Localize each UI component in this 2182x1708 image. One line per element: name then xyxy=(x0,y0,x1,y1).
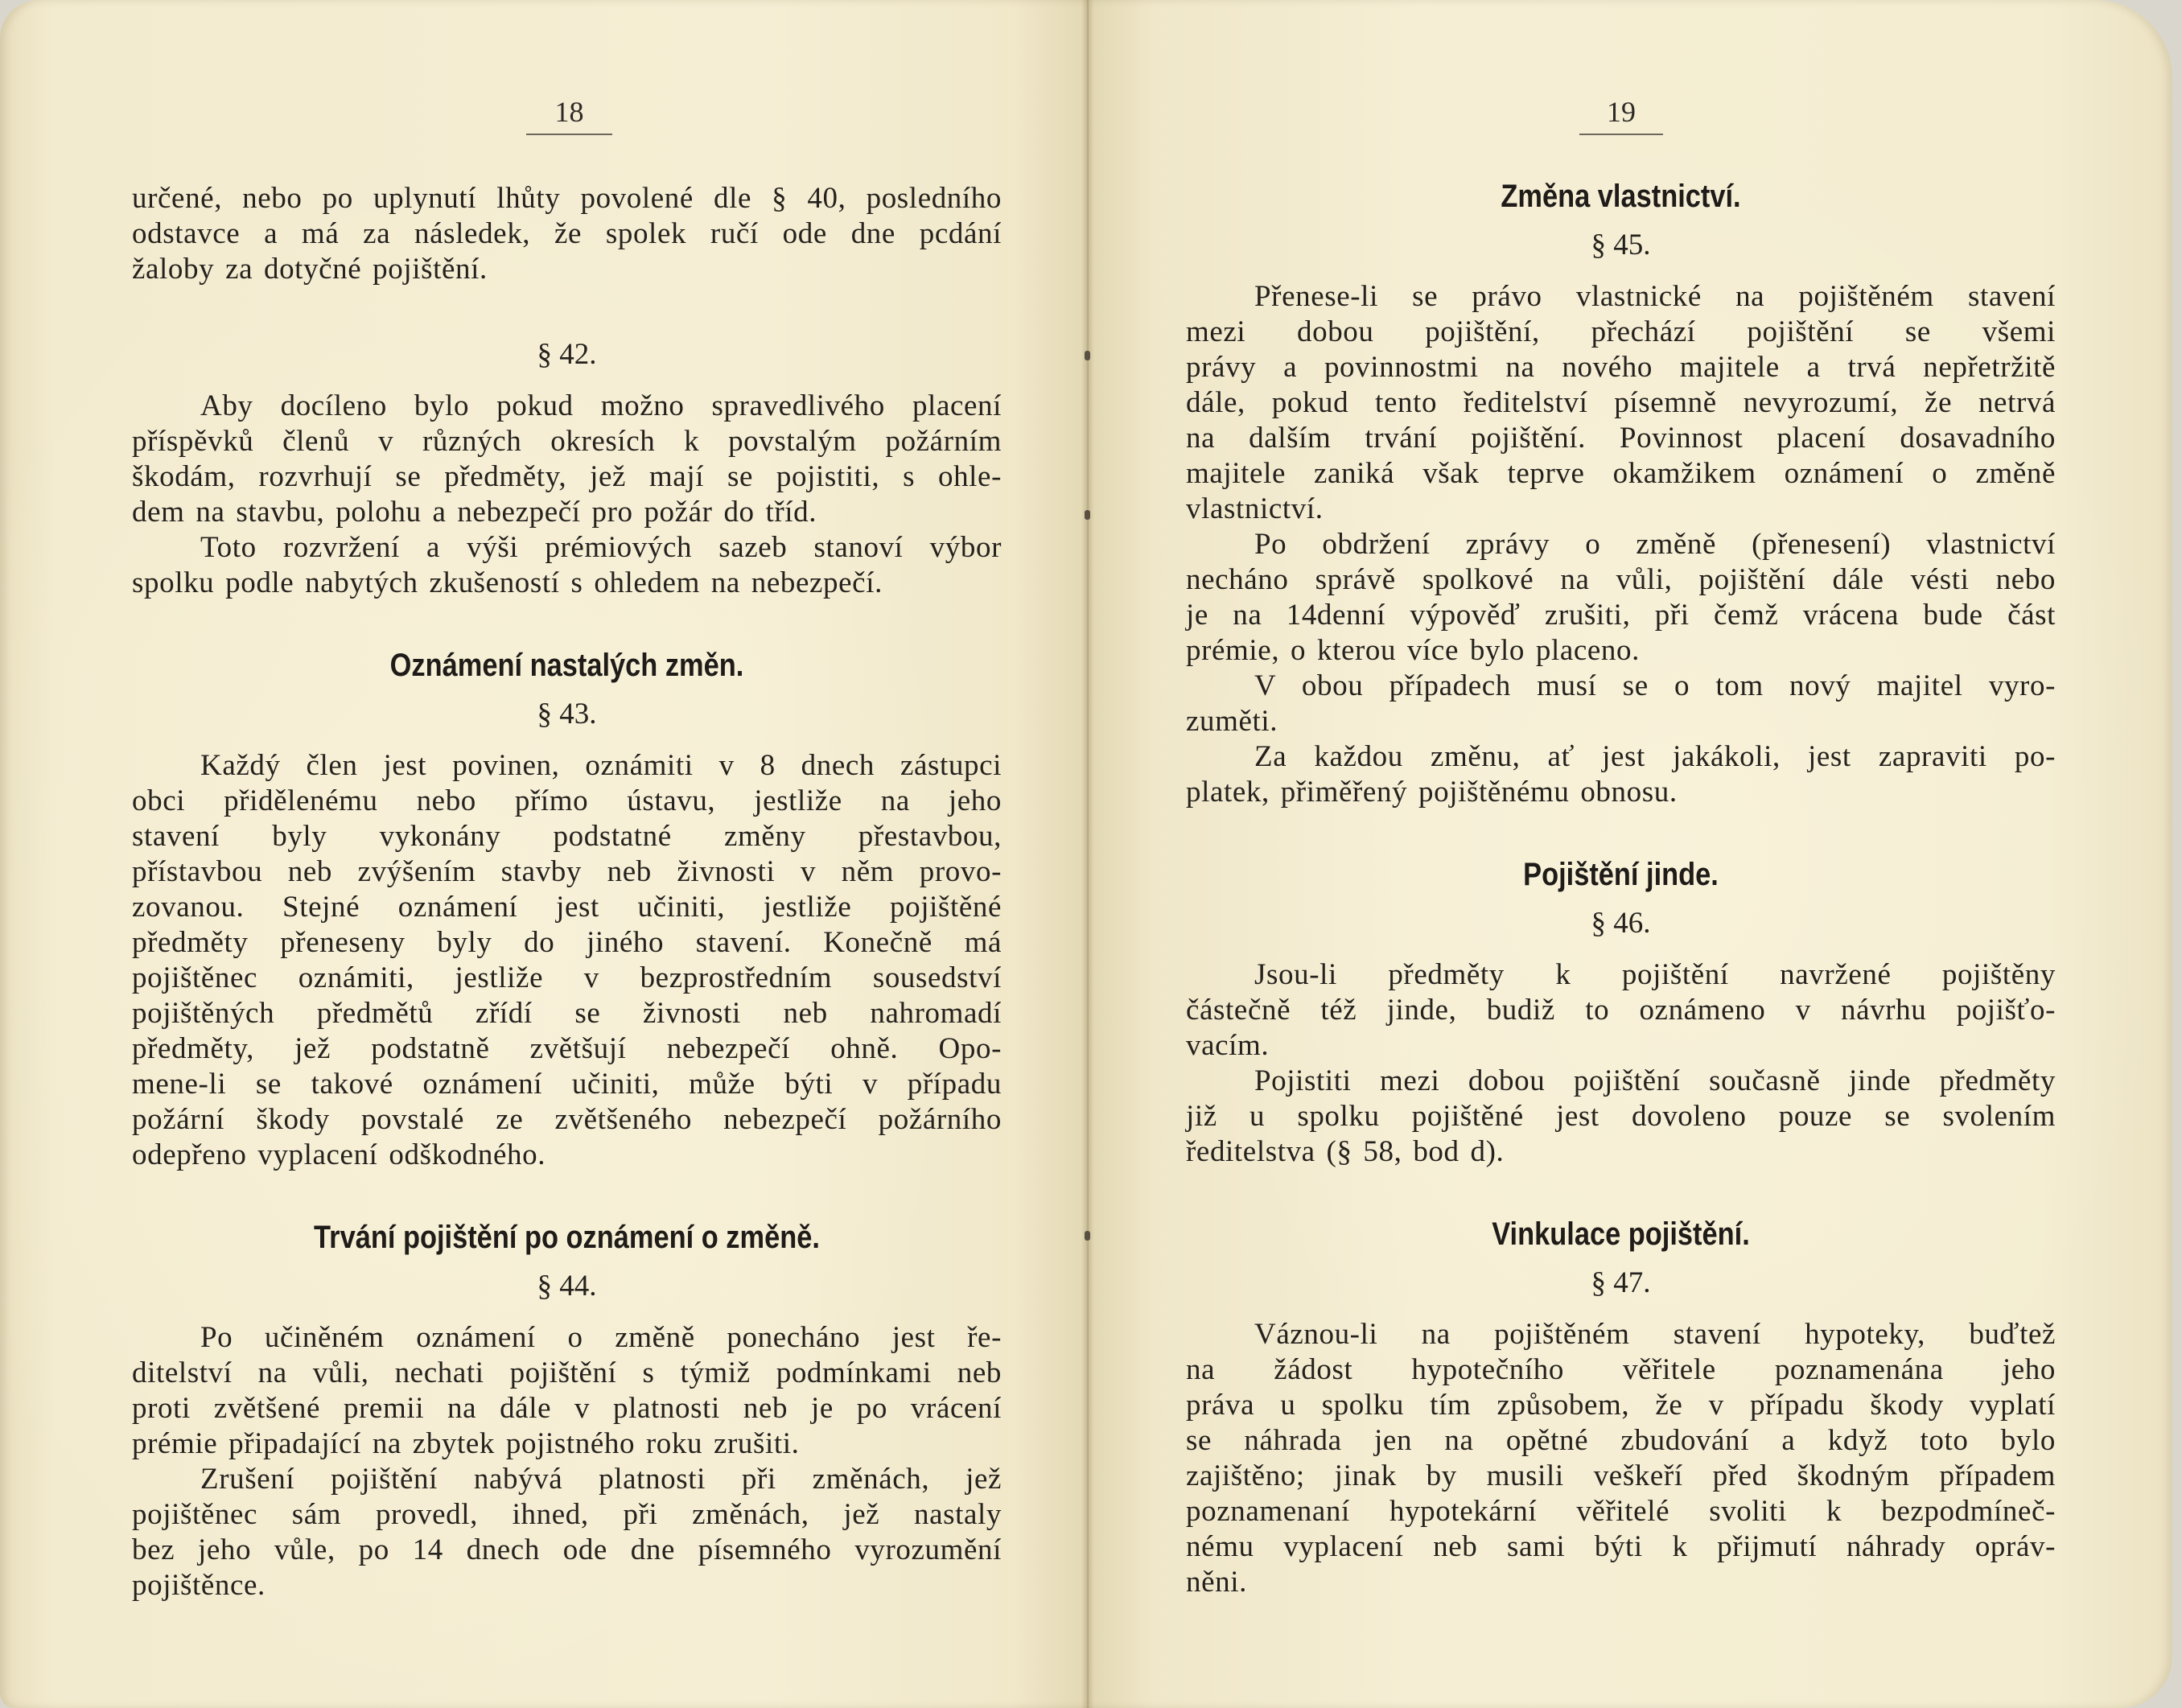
text-line: práva u spolku tím způsobem, že v případu škody vyplatí xyxy=(1186,1389,2056,1422)
paragraph xyxy=(1186,957,2056,1064)
text-line: něni. xyxy=(1186,1566,1247,1599)
section-number: § 47. xyxy=(1591,1266,1651,1299)
text-line: Po obdržení zprávy o změně (přenesení) vlastnictví xyxy=(1254,528,2056,561)
text-line: zuměti. xyxy=(1186,705,1278,738)
text-line: předměty, jež podstatně zvětšují nebezpečí ohně. Opo- xyxy=(132,1032,1002,1065)
section-number: § 46. xyxy=(1591,907,1651,940)
text-line: Každý člen jest povinen, oznámiti v 8 dnech zástupci xyxy=(200,749,1002,782)
paragraph xyxy=(132,181,1002,287)
text-line: dále, pokud tento ředitelství písemně nevyrozumí, že netrvá xyxy=(1186,386,2056,419)
text-line: ditelství na vůli, nechati pojištění s týmiž podmínkami neb xyxy=(132,1356,1002,1389)
text-line: stavení byly vykonány podstatné změny přestavbou, xyxy=(132,820,1002,853)
text-column xyxy=(132,181,1002,1603)
section-heading: Oznámení nastalých změn. xyxy=(389,648,744,683)
text-line: Po učiněném oznámení o změně ponecháno jest ře- xyxy=(200,1321,1002,1354)
text-line: mene-li se takové oznámení učiniti, může býti v případu xyxy=(132,1068,1002,1101)
paragraph xyxy=(132,1320,1002,1462)
text-line: přístavbou neb zvýšením stavby neb živnosti v něm provo- xyxy=(132,855,1002,888)
text-line: spolku podle nabytých zkušeností s ohledem na nebezpečí. xyxy=(132,566,883,599)
text-line: Aby docíleno bylo pokud možno spravedlivého placení xyxy=(200,389,1002,422)
paragraph xyxy=(1186,669,2056,739)
page-number: 18 xyxy=(526,90,612,135)
text-line: pojištěnec sám provedl, ihned, při změnách, jež nastaly xyxy=(132,1498,1002,1531)
text-line: již u spolku pojištěné jest dovoleno pouze se svolením xyxy=(1186,1100,2056,1133)
paragraph xyxy=(1186,1317,2056,1600)
text-line: právy a povinnostmi na nového majitele a trvá nepřetržitě xyxy=(1186,351,2056,384)
text-line: Přenese-li se právo vlastnické na pojištěném stavení xyxy=(1254,280,2056,313)
text-line: Toto rozvržení a výši prémiových sazeb stanoví výbor xyxy=(200,531,1002,564)
section-heading: Trvání pojištění po oznámení o změně. xyxy=(314,1220,820,1255)
text-line: zovanou. Stejné oznámení jest učiniti, jestliže pojištěné xyxy=(132,891,1002,924)
text-line: zajištěno; jinak by musili veškeří před škodným případem xyxy=(1186,1459,2056,1492)
gutter-fold xyxy=(1081,0,1094,1708)
text-line: žaloby za dotyčné pojištění. xyxy=(132,253,488,286)
paragraph xyxy=(132,389,1002,530)
text-line: příspěvků členů v různých okresích k povstalým požárním xyxy=(132,425,1002,458)
text-line: Zrušení pojištění nabývá platnosti při změnách, jež xyxy=(200,1463,1002,1496)
left-page xyxy=(0,0,1088,1708)
text-line: vacím. xyxy=(1186,1029,1270,1062)
paragraph xyxy=(132,748,1002,1173)
text-line: obci přidělenému nebo přímo ústavu, jestliže na jeho xyxy=(132,784,1002,817)
paragraph xyxy=(1186,527,2056,669)
section-number: § 45. xyxy=(1591,228,1651,261)
right-page xyxy=(1088,0,2172,1708)
text-line: proti zvětšené premii na dále v platnosti neb je po vrácení xyxy=(132,1392,1002,1425)
text-line: určené, nebo po uplynutí lhůty povolené dle § 40, posledního xyxy=(132,182,1002,215)
section-number: § 42. xyxy=(537,338,597,371)
text-line: předměty přeneseny byly do jiného stavení. Konečně má xyxy=(132,926,1002,959)
section-heading: Vinkulace pojištění. xyxy=(1492,1216,1750,1252)
section-number: § 44. xyxy=(537,1270,597,1303)
text-line: Pojistiti mezi dobou pojištění současně jinde předměty xyxy=(1254,1064,2056,1097)
text-line: škodám, rozvrhují se předměty, jež mají se pojistiti, s ohle- xyxy=(132,460,1002,493)
text-line: částečně též jinde, budiž to oznámeno v návrhu pojišťo- xyxy=(1186,994,2056,1027)
section-heading: Změna vlastnictví. xyxy=(1501,179,1741,214)
text-line: vlastnictví. xyxy=(1186,492,1324,525)
text-line: na dalším trvání pojištění. Povinnost placení dosavadního xyxy=(1186,422,2056,455)
text-line: ředitelstva (§ 58, bod d). xyxy=(1186,1135,1505,1168)
text-line: dem na stavbu, polohu a nebezpečí pro požár do tříd. xyxy=(132,496,817,529)
text-line: pojištěnec oznámiti, jestliže v bezprostředním sousedství xyxy=(132,961,1002,994)
text-line: odstavce a má za následek, že spolek ručí ode dne pcdání xyxy=(132,217,1002,250)
text-line: V obou případech musí se o tom nový majitel vyro- xyxy=(1254,669,2056,702)
text-line: prémie připadající na zbytek pojistného roku zrušiti. xyxy=(132,1427,800,1460)
paragraph xyxy=(132,530,1002,601)
text-line: je na 14denní výpověď zrušiti, při čemž vrácena bude část xyxy=(1186,599,2056,632)
paragraph xyxy=(132,1462,1002,1603)
text-line: požární škody povstalé ze zvětšeného nebezpečí požárního xyxy=(132,1103,1002,1136)
text-line: se náhrada jen na opětné zbudování a když toto bylo xyxy=(1186,1424,2056,1457)
text-line: odepřeno vyplacení odškodného. xyxy=(132,1138,546,1171)
text-line: poznamenaní hypotekární věřitelé svoliti k bezpodmíneč- xyxy=(1186,1495,2056,1528)
binding-stitch xyxy=(1085,510,1090,520)
section-heading: Pojištění jinde. xyxy=(1523,857,1719,892)
text-line: Jsou-li předměty k pojištění navržené pojištěny xyxy=(1254,958,2056,991)
text-line: majitele zaniká však teprve okamžikem oznámení o změně xyxy=(1186,457,2056,490)
text-line: prémie, o kterou více bylo placeno. xyxy=(1186,634,1640,667)
binding-stitch xyxy=(1085,1231,1090,1241)
section-number: § 43. xyxy=(537,698,597,731)
text-line: Váznou-li na pojištěném stavení hypoteky, buďtež xyxy=(1254,1318,2056,1351)
text-line: bez jeho vůle, po 14 dnech ode dne písemného vyrozumění xyxy=(132,1533,1002,1566)
page-number: 19 xyxy=(1579,90,1663,135)
text-line: pojištěnce. xyxy=(132,1569,266,1602)
text-line: platek, přiměřený pojištěnému obnosu. xyxy=(1186,776,1678,809)
text-line: Za každou změnu, ať jest jakákoli, jest zapraviti po- xyxy=(1254,740,2056,773)
text-line: na žádost hypotečního věřitele poznamenána jeho xyxy=(1186,1353,2056,1386)
text-line: pojištěných předmětů zřídí se živnosti neb nahromadí xyxy=(132,997,1002,1030)
paragraph xyxy=(1186,279,2056,527)
binding-stitch xyxy=(1085,351,1090,360)
text-line: nému vyplacení neb sami býti k přijmutí náhrady opráv- xyxy=(1186,1530,2056,1563)
paragraph xyxy=(1186,739,2056,810)
text-line: necháno správě spolkové na vůli, pojištění dále vésti nebo xyxy=(1186,563,2056,596)
text-line: mezi dobou pojištění, přechází pojištění se všemi xyxy=(1186,315,2056,348)
paragraph xyxy=(1186,1064,2056,1170)
text-column xyxy=(1186,179,2056,1600)
